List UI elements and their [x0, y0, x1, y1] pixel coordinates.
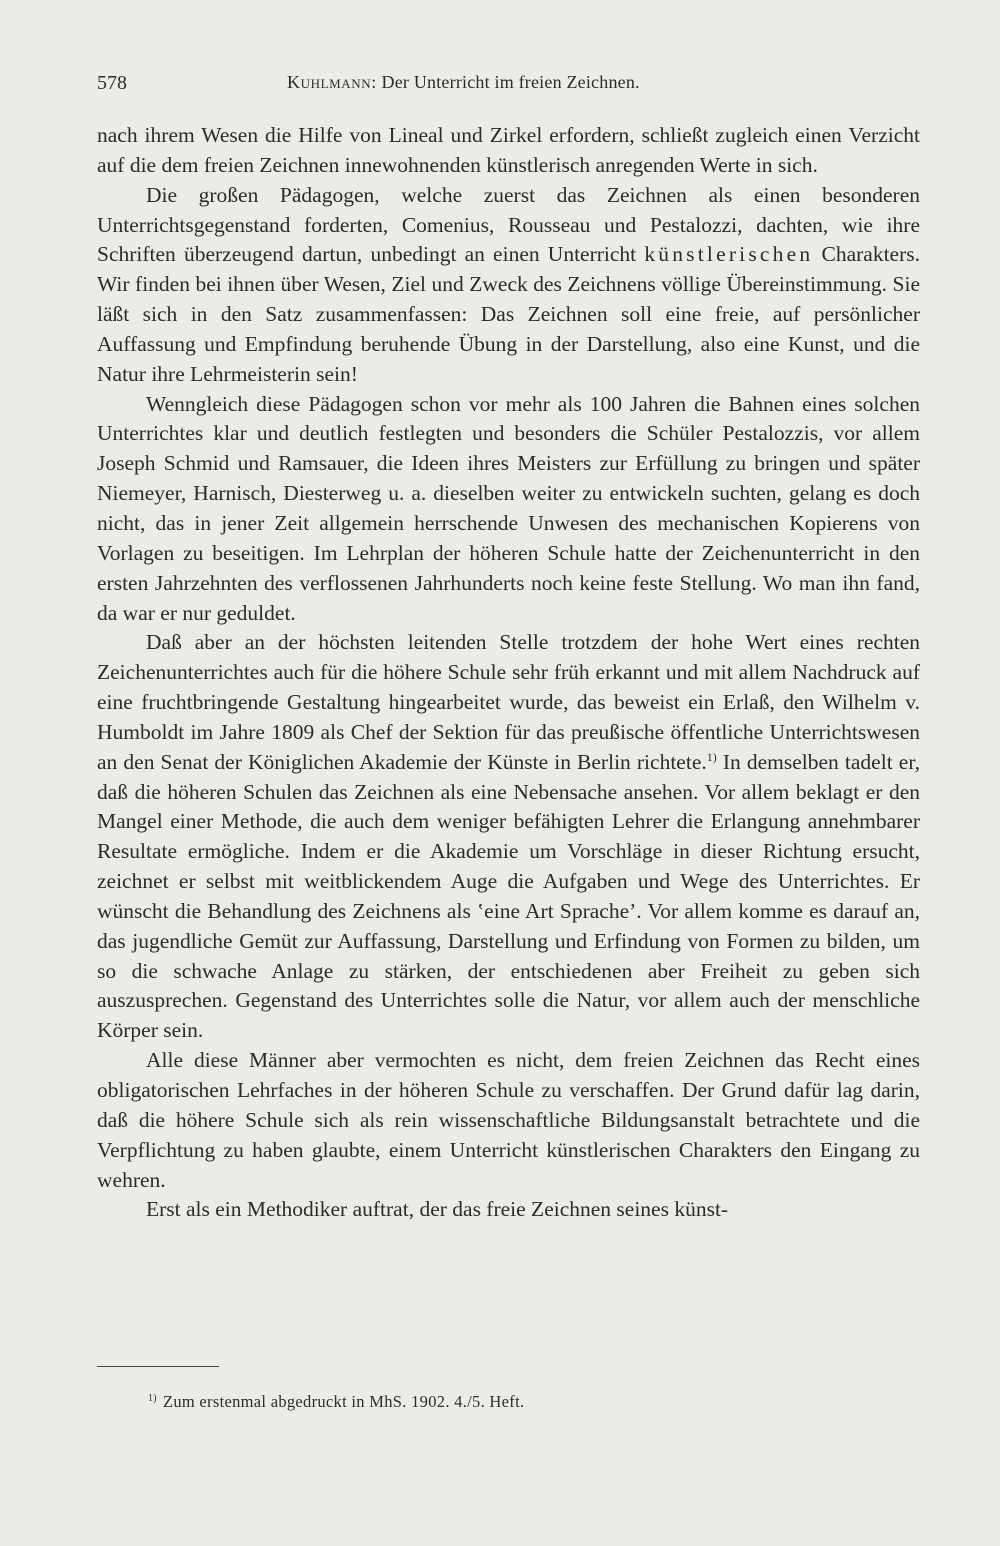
emphasized-word: künstlerischen: [644, 242, 814, 267]
footnote-divider: [97, 1366, 219, 1367]
author-name: Kuhlmann:: [287, 72, 377, 92]
paragraph-4-part-1: Daß aber an der höchsten leitenden Stelle trotzdem der hohe Wert eines rechten Zeichenunterrichtes auch für die höhere Schule sehr früh erkannt und mit allem Nachdruck auf eine fruchtbringende Gestaltung hingearbeitet wurde, das beweist ein Erlaß, den Wilhelm v. Humboldt im Jahre 1809 als Chef der Sektion für das preußische öffentliche Unterrichtswesen an den Senat der Königlichen Akademie der Künste in Berlin richtete.: [97, 630, 920, 774]
paragraph-2-part-2: Charakters. Wir finden bei ihnen über Wesen, Ziel und Zweck des Zeichnens völlige Übereinstimmung. Sie läßt sich in den Satz zusammenfassen: Das Zeichnen soll eine freie, auf persönlicher Auffassung und Empfindung beruhende Übung in der Darstellung, also eine Kunst, und die Natur ihre Lehrmeisterin sein!: [97, 242, 920, 386]
footnote: [148, 1391, 524, 1413]
paragraph-4-part-2: In demselben tadelt er, daß die höheren Schulen das Zeichnen als eine Nebensache ansehen. Vor allem beklagt er den Mangel einer Methode, die auch dem weniger befähigten Lehrer die Erlangung annehmbarer Resultate ermögliche. Indem er die Akademie um Vorschläge in dieser Richtung ersucht, zeichnet er selbst mit weitblickendem Auge die Aufgaben und Wege des Unterrichtes. Er wünscht die Behandlung des Zeichnens als ʽeine Art Spracheʼ. Vor allem komme es darauf an, das jugendliche Gemüt zur Auffassung, Darstellung und Erfindung von Formen zu bilden, um so die schwache Anlage zu stärken, der entschiedenen aber Freiheit zu geben sich auszusprechen. Gegenstand des Unterrichtes solle die Natur, vor allem auch der menschliche Körper sein.: [97, 749, 920, 1043]
footnote-marker: 1): [148, 1393, 157, 1404]
footnote-reference: 1): [706, 749, 717, 764]
running-title: [287, 72, 640, 93]
paragraph-4: [97, 628, 920, 1046]
article-title: Der Unterricht im freien Zeichnen.: [381, 72, 640, 92]
body-text: [97, 121, 920, 1225]
paragraph-6: Erst als ein Methodiker auftrat, der das freie Zeichnen seines künst-: [146, 1197, 729, 1222]
footnote-text: Zum erstenmal abgedruckt in MhS. 1902. 4./5. Heft.: [162, 1392, 525, 1411]
paragraph-5: Alle diese Männer aber vermochten es nicht, dem freien Zeichnen das Recht eines obligatorischen Lehrfaches in der höheren Schule zu verschaffen. Der Grund dafür lag darin, daß die höhere Schule sich als rein wissenschaftliche Bildungsanstalt betrachtete und die Verpflichtung zu haben glaubte, einem Unterricht künstlerischen Charakters den Eingang zu wehren.: [97, 1048, 920, 1192]
paragraph-2: [97, 181, 920, 390]
paragraph-2-part-1: Die großen Pädagogen, welche zuerst das Zeichnen als einen besonderen Unterrichtsgegenstand forderten, Comenius, Rousseau und Pestalozzi, dachten, wie ihre Schriften überzeugend dartun, unbedingt an einen Unterricht: [97, 182, 920, 267]
running-header: [97, 72, 917, 102]
paragraph-1: nach ihrem Wesen die Hilfe von Lineal und Zirkel erfordern, schließt zugleich einen Verzicht auf die dem freien Zeichnen innewohnenden künstlerisch anregenden Werte in sich.: [97, 123, 920, 177]
page-number: 578: [97, 72, 127, 94]
paragraph-3: Wenngleich diese Pädagogen schon vor mehr als 100 Jahren die Bahnen eines solchen Unterrichtes klar und deutlich festlegten und besonders die Schüler Pestalozzis, vor allem Joseph Schmid und Ramsauer, die Ideen ihres Meisters zur Erfüllung zu bringen und später Niemeyer, Harnisch, Diesterweg u. a. dieselben weiter zu entwickeln suchten, gelang es doch nicht, das in jener Zeit allgemein herrschende Unwesen des mechanischen Kopierens von Vorlagen zu beseitigen. Im Lehrplan der höheren Schule hatte der Zeichenunterricht in den ersten Jahrzehnten des verflossenen Jahrhunderts noch keine feste Stellung. Wo man ihn fand, da war er nur geduldet.: [97, 391, 920, 625]
